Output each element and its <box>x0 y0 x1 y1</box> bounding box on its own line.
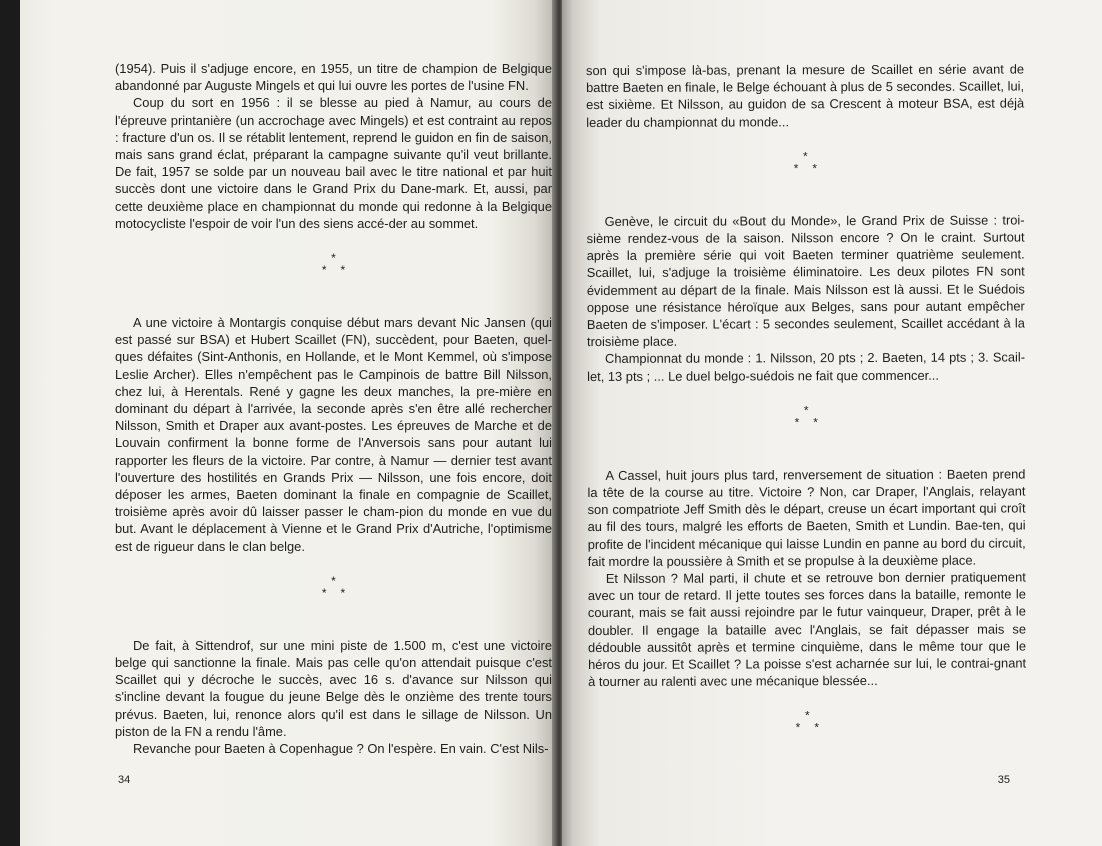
section-separator <box>115 575 552 599</box>
separator-star: * <box>331 573 336 588</box>
section-separator <box>586 149 1024 175</box>
separator-star: * <box>331 251 336 266</box>
separator-star: * <box>803 403 809 418</box>
separator-stars: ** <box>321 263 360 278</box>
page-number: 34 <box>118 774 131 786</box>
section-separator <box>588 709 1026 735</box>
page-number: 35 <box>997 774 1010 786</box>
paragraph: A une victoire à Montargis conquise début mars devant Nic Jansen (qui est passé sur BSA) et Hubert Scaillet (FN), succèdent, pour Baeten, quel-ques défaites (Sint-Anthonis, en Hollande, et le Mont Kemmel, où s'impose Leslie Archer). Elles n'empêchent pas le Campinois de battre Bill Nilsson, chez lui, à Herentals. René y gagne les deux manches, la pre-mière en dominant du départ à l'arrivée, la seconde après s'en être allé rechercher Nilsson, Smith et Draper aux avant-postes. Les épreuves de Marche et de Louvain confirment la bonne forme de l'Anversois sans pour autant lui rapporter les fleurs de la victoire. Par contre, à Namur — dernier test avant l'ouverture des hostilités en Grands Prix — Nilsson, une fois encore, doit déposer les armes, Baeten dominant la finale en compagnie de Scaillet, troisième après avoir dû laisser passer le cham-pion du monde en vue du but. Avant le déplacement à Vienne et le Grand Prix d'Autriche, l'optimisme est de rigueur dans le clan belge. <box>115 315 552 554</box>
paragraph: son qui s'impose là-bas, prenant la mesure de Scaillet en série avant de battre Baeten en finale, le Belge échouant à plus de 5 secondes. Scaillet, lui, est sixième. Et Nilsson, au guidon de sa Crescent à moteur BSA, est déjà leader du championnat du monde... <box>586 61 1025 130</box>
left-page-text <box>115 60 552 757</box>
paragraph: Genève, le circuit du «Bout du Monde», le Grand Prix de Suisse : troi-sième rendez-vous de la saison. Nilsson encore ? On le craint. Surtout après la première série qui voit Baeten terminer quatrième seulement. Scaillet, lui, s'adjuge la troisième éliminatoire. Les deux pilotes FN sont évidemment au départ de la finale. Mais Nilsson est là aussi. Et le Suédois oppose une résistance héroïque aux Belges, sans pour autant empêcher Baeten de s'imposer. L'écart : 5 secondes seulement, Scaillet accédant à la troisième place. <box>586 212 1025 350</box>
paragraph: Coup du sort en 1956 : il se blesse au pied à Namur, au cours de l'épreuve printanière (un accrochage avec Mingels) et est contraint au repos : fracture d'un os. Il se rétablit lentement, reprend le guidon en fin de saison, mais sans grand éclat, préparant la campagne suivante qu'il veut brillante. De fait, 1957 se solde par un nouveau bail avec le titre national et par huit succès dont une victoire dans le Grand Prix du Dane-mark. Et, aussi, par cette deuxième place en championnat du monde qui redonne à la Belgique motocycliste l'espoir de voir l'un des siens accé-der au sommet. <box>115 95 552 231</box>
separator-stars: ** <box>795 720 834 735</box>
left-page <box>20 0 556 846</box>
paragraph: (1954). Puis il s'adjuge encore, en 1955, un titre de champion de Belgique abandonné par Auguste Mingels et qui lui ouvre les portes de l'usine FN. <box>115 61 552 94</box>
paragraph: A Cassel, huit jours plus tard, renversement de situation : Baeten prend la tête de la course au titre. Victoire ? Non, car Draper, l'Anglais, relayant son compatriote Jeff Smith dès le départ, creuse un écart important qui croît au fil des tours, malgré les efforts de Baeten, Smith et Lundin. Bae-ten, qui profite de l'incident mécanique qui laisse Lundin en panne au bord du circuit, fait mordre la poussière à Smith et se propulse à la deuxième place. <box>587 466 1026 569</box>
section-separator <box>587 403 1025 429</box>
separator-stars: ** <box>321 585 360 600</box>
separator-star: * <box>802 149 808 164</box>
separator-star: * <box>804 708 810 723</box>
separator-stars: ** <box>793 160 832 176</box>
paragraph: Revanche pour Baeten à Copenhague ? On l'espère. En vain. C'est Nils- <box>133 741 549 757</box>
section-separator <box>115 252 552 276</box>
paragraph: De fait, à Sittendrof, sur une mini piste de 1.500 m, c'est une victoire belge qui sanctionne la finale. Mais pas celle qu'on attendait puisque c'est Scaillet qui y décroche le succès, avec 16 s. d'avance sur Nilsson qui s'incline devant la fougue du jeune Belge dès le onzième des trente tours prévus. Baeten, lui, renonce alors qu'il est dans le sillage de Nilsson. Un piston de la FN a rendu l'âme. <box>115 637 552 739</box>
right-page-text <box>586 60 1026 734</box>
paragraph: Et Nilsson ? Mal parti, il chute et se retrouve bon dernier pratiquement avec un tour de retard. Il jette toutes ses forces dans la bataille, remonte le courant, mais se fait aussi rejoindre par le futur vainqueur, Draper, prêt à le doubler. Il engage la bataille avec l'Anglais, se fait dépasser mais se dédouble aussitôt après et termine cinquième, dans le même tour que le héros du jour. Et Scaillet ? La poisse s'est acharnée sur lui, le contrai-gnant à tourner au ralenti avec une mécanique blessée... <box>587 569 1027 690</box>
separator-stars: ** <box>794 414 832 430</box>
right-page <box>562 0 1102 846</box>
paragraph: Championnat du monde : 1. Nilsson, 20 pts ; 2. Baeten, 14 pts ; 3. Scail-let, 13 pts ; ... Le duel belgo-suédois ne fait que commencer... <box>587 349 1026 384</box>
